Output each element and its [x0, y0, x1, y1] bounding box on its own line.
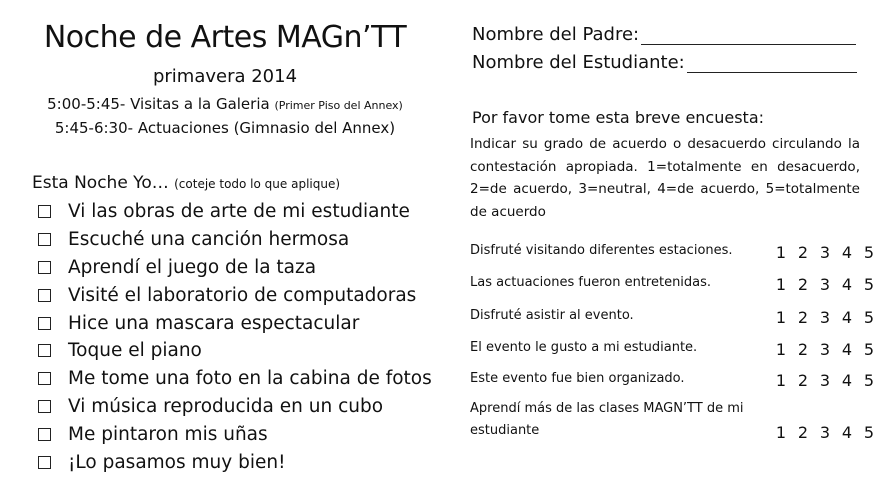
rating-scale — [770, 371, 880, 390]
rating-option[interactable]: 4 — [841, 243, 853, 262]
rating-option[interactable]: 3 — [819, 275, 831, 294]
survey-question: Las actuaciones fueron entretenidas. — [470, 275, 712, 290]
checklist-item-label: Visité el laboratorio de computadoras — [68, 284, 417, 306]
rating-option[interactable]: 4 — [841, 308, 853, 327]
survey-question: Disfruté visitando diferentes estaciones. — [470, 243, 733, 258]
rating-option[interactable]: 5 — [863, 275, 875, 294]
checklist-item — [38, 226, 432, 254]
schedule-time: 5:45-6:30- — [54, 119, 134, 137]
checklist-item — [38, 281, 432, 309]
checkbox[interactable] — [38, 261, 51, 274]
rating-option[interactable]: 1 — [775, 243, 787, 262]
survey-question: Este evento fue bien organizado. — [470, 371, 685, 386]
rating-option[interactable]: 5 — [863, 423, 875, 442]
rating-scale — [770, 423, 880, 442]
rating-option[interactable]: 2 — [797, 275, 809, 294]
checkbox[interactable] — [38, 205, 51, 218]
rating-option[interactable]: 4 — [841, 340, 853, 359]
checklist-item — [38, 337, 432, 365]
checklist-item — [38, 198, 432, 226]
rating-option[interactable]: 5 — [863, 308, 875, 327]
checklist-item — [38, 254, 432, 282]
survey-heading: Por favor tome esta breve encuesta: — [472, 108, 765, 127]
student-name-field — [472, 52, 857, 73]
checklist-item-label: Aprendí el juego de la taza — [68, 256, 317, 278]
event-season: primavera 2014 — [152, 66, 298, 87]
checklist-item — [38, 365, 432, 393]
rating-option[interactable]: 5 — [863, 243, 875, 262]
survey-question: Disfruté asistir al evento. — [470, 308, 634, 323]
checkbox[interactable] — [38, 372, 51, 385]
rating-option[interactable]: 4 — [841, 423, 853, 442]
survey-question: Aprendí más de las clases MAGN’TT de mi estudiante — [470, 401, 744, 438]
rating-option[interactable]: 5 — [863, 371, 875, 390]
checklist-heading — [32, 173, 340, 193]
checkbox[interactable] — [38, 344, 51, 357]
checklist-item-label: Vi las obras de arte de mi estudiante — [68, 201, 410, 223]
schedule-line — [0, 95, 450, 113]
schedule-activity: Visitas a la Galeria — [130, 95, 270, 113]
survey-row — [470, 396, 880, 442]
survey-instructions: Indicar su grado de acuerdo o desacuerdo circulando la contestación apropiada. 1=totalmente en desacuerdo, 2=de acuerdo, 3=neutral, 4=de acuerdo, 5=totalmente de acuerdo — [470, 136, 860, 220]
checklist-item-label: Vi música reproducida en un cubo — [68, 395, 384, 417]
checklist — [38, 198, 432, 476]
rating-option[interactable]: 2 — [797, 371, 809, 390]
rating-option[interactable]: 1 — [775, 371, 787, 390]
checkbox[interactable] — [38, 428, 51, 441]
checklist-heading-text: Esta Noche Yo… — [32, 173, 169, 193]
rating-option[interactable]: 3 — [819, 340, 831, 359]
checklist-item-label: Escuché una canción hermosa — [68, 229, 350, 251]
rating-option[interactable]: 3 — [819, 243, 831, 262]
checklist-item-label: Toque el piano — [68, 340, 202, 362]
rating-option[interactable]: 2 — [797, 423, 809, 442]
rating-scale — [770, 308, 880, 327]
rating-option[interactable]: 3 — [819, 423, 831, 442]
survey-question: El evento le gusto a mi estudiante. — [470, 340, 698, 355]
rating-scale — [770, 275, 880, 294]
checklist-item — [38, 309, 432, 337]
checkbox[interactable] — [38, 233, 51, 246]
rating-scale — [770, 340, 880, 359]
checklist-item-label: Me tome una foto en la cabina de fotos — [68, 368, 432, 390]
student-name-label: Nombre del Estudiante: — [472, 52, 685, 73]
rating-option[interactable]: 1 — [775, 340, 787, 359]
schedule-time: 5:00-5:45- — [47, 95, 126, 113]
rating-option[interactable]: 5 — [863, 340, 875, 359]
checkbox[interactable] — [38, 400, 51, 413]
checklist-item — [38, 393, 432, 421]
event-title: Noche de Artes MAGn’TT — [43, 20, 407, 55]
checklist-item — [38, 420, 432, 448]
rating-option[interactable]: 3 — [819, 308, 831, 327]
rating-option[interactable]: 2 — [797, 340, 809, 359]
rating-option[interactable]: 4 — [841, 371, 853, 390]
survey-row — [470, 366, 880, 390]
checklist-item-label: Hice una mascara espectacular — [68, 312, 360, 334]
parent-name-field — [472, 24, 856, 45]
rating-option[interactable]: 1 — [775, 308, 787, 327]
survey-row — [470, 270, 880, 294]
student-name-blank[interactable] — [687, 54, 857, 73]
schedule-line — [0, 119, 450, 137]
rating-option[interactable]: 1 — [775, 423, 787, 442]
rating-option[interactable]: 2 — [797, 308, 809, 327]
parent-name-label: Nombre del Padre: — [472, 24, 640, 45]
rating-option[interactable]: 2 — [797, 243, 809, 262]
checkbox[interactable] — [38, 289, 51, 302]
checklist-note: (coteje todo lo que aplique) — [174, 177, 341, 191]
survey-row — [470, 303, 880, 327]
checklist-item — [38, 448, 432, 476]
rating-scale — [770, 243, 880, 262]
survey-row — [470, 335, 880, 359]
survey-panel — [468, 0, 887, 503]
schedule-location: (Primer Piso del Annex) — [274, 99, 403, 112]
checkbox[interactable] — [38, 456, 51, 469]
checklist-item-label: Me pintaron mis uñas — [68, 423, 268, 445]
checkbox[interactable] — [38, 317, 51, 330]
parent-name-blank[interactable] — [641, 26, 856, 45]
checklist-item-label: ¡Lo pasamos muy bien! — [68, 451, 286, 473]
survey-row — [470, 238, 880, 262]
rating-option[interactable]: 1 — [775, 275, 787, 294]
schedule-activity: Actuaciones (Gimnasio del Annex) — [137, 119, 396, 137]
rating-option[interactable]: 4 — [841, 275, 853, 294]
rating-option[interactable]: 3 — [819, 371, 831, 390]
